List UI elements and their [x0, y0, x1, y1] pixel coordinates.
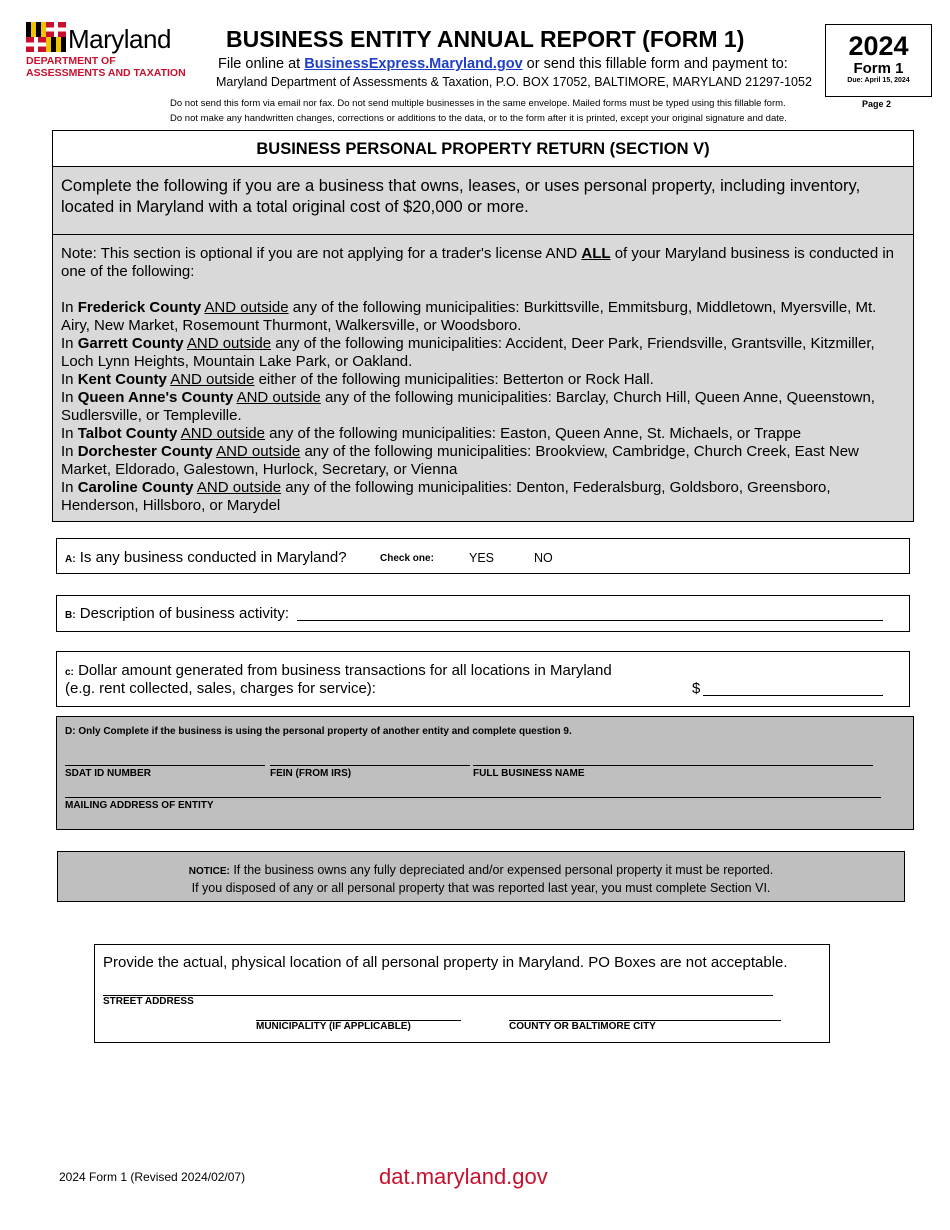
logo-dept-line2: ASSESSMENTS AND TAXATION — [26, 67, 186, 79]
county-name: Garrett County — [77, 335, 184, 352]
question-d-instruction: D: Only Complete if the business is using the personal property of another entity and complete question 9. — [65, 726, 572, 737]
notice-line1: NOTICE: If the business owns any fully depreciated and/or expensed personal property it must be reported. — [188, 863, 774, 877]
mailing-address-field[interactable] — [65, 797, 881, 798]
question-a: A: Is any business conducted in Maryland? — [65, 549, 347, 566]
note-text: Note: This section is optional if you are not applying for a trader's license AND ALL of your Maryland business is conducted in one of the following: — [61, 245, 895, 280]
form-label: Form 1 — [853, 60, 904, 77]
notice-box — [57, 851, 905, 902]
county-item: In Frederick County AND outside any of the following municipalities: Burkittsville, Emmitsburg, Middletown, Myersville, Mt. Airy, New Market, Rosemount Thurmont, Walkersville, or Woodsboro. — [61, 299, 877, 334]
file-online-line — [218, 56, 788, 72]
due-date: Due: April 15, 2024 — [847, 77, 910, 84]
section-v-intro-box — [52, 166, 914, 236]
section-v-intro: Complete the following if you are a business that owns, leases, or uses personal property, including inventory, located in Maryland with a total original cost of $20,000 or more. — [61, 177, 861, 216]
maryland-logo — [26, 22, 196, 82]
logo-dept-line1: DEPARTMENT OF — [26, 55, 116, 67]
municipality-label: MUNICIPALITY (IF APPLICABLE) — [256, 1021, 411, 1032]
file-online-suffix: or send this fillable form and payment to: — [522, 56, 788, 72]
county-item: In Garrett County AND outside any of the following municipalities: Accident, Deer Park, Friendsville, Grantsville, Kitzmiller, Loch Lynn Heights, Mountain Lake Park, or Oakland. — [61, 335, 875, 370]
county-name: Caroline County — [77, 479, 194, 496]
location-instruction: Provide the actual, physical location of all personal property in Maryland. PO Boxes are not acceptable. — [103, 954, 788, 971]
county-label: COUNTY OR BALTIMORE CITY — [509, 1021, 656, 1032]
form-year: 2024 — [848, 31, 909, 61]
mailing-address: Maryland Department of Assessments & Taxation, P.O. BOX 17052, BALTIMORE, MARYLAND 21297-1052 — [216, 75, 812, 89]
county-item: In Caroline County AND outside any of the following municipalities: Denton, Federalsburg, Goldsboro, Greensboro, Henderson, Hillsboro, or Marydel — [61, 479, 831, 514]
no-option[interactable]: NO — [534, 551, 553, 565]
notice-line-1: Do not send this form via email nor fax. Do not send multiple businesses in the same envelope. Mailed forms must be typed using this fillable form. — [170, 98, 786, 109]
section-v-note-box — [52, 234, 914, 522]
location-box — [94, 944, 830, 1043]
full-business-name-label: FULL BUSINESS NAME — [473, 768, 585, 779]
check-one-label: Check one: — [380, 553, 434, 564]
maryland-flag-icon — [26, 22, 66, 52]
county-list — [61, 299, 905, 515]
fein-label: FEIN (FROM IRS) — [270, 768, 352, 779]
note-all: ALL — [581, 245, 611, 262]
county-name: Talbot County — [77, 425, 178, 442]
street-address-label: STREET ADDRESS — [103, 996, 194, 1007]
question-c-box — [56, 651, 910, 707]
sdat-id-label: SDAT ID NUMBER — [65, 768, 151, 779]
page-number: Page 2 — [862, 99, 892, 109]
sdat-id-field[interactable] — [65, 765, 265, 766]
page-title: BUSINESS ENTITY ANNUAL REPORT (FORM 1) — [226, 26, 745, 52]
question-c-line2: (e.g. rent collected, sales, charges for service): — [65, 680, 376, 697]
mailing-address-label: MAILING ADDRESS OF ENTITY — [65, 800, 214, 811]
question-d-box — [56, 716, 914, 830]
county-name: Kent County — [77, 371, 167, 388]
notice-line-2: Do not make any handwritten changes, corrections or additions to the data, or to the form after it is printed, except your original signature and date. — [170, 113, 787, 124]
dollar-sign: $ — [692, 680, 701, 697]
question-a-box — [56, 538, 910, 574]
notice-line2: If you disposed of any or all personal property that was reported last year, you must complete Section VI. — [191, 881, 771, 895]
full-business-name-field[interactable] — [473, 765, 873, 766]
section-v-title-box — [52, 130, 914, 168]
dollar-amount-field[interactable] — [703, 695, 883, 696]
question-b: B: Description of business activity: — [65, 605, 289, 622]
business-express-link[interactable]: BusinessExpress.Maryland.gov — [304, 56, 523, 72]
county-name: Dorchester County — [77, 443, 213, 460]
county-item: In Talbot County AND outside any of the following municipalities: Easton, Queen Anne, St. Michaels, or Trappe — [61, 425, 802, 442]
file-online-prefix: File online at — [218, 56, 305, 72]
street-address-field[interactable] — [103, 995, 773, 996]
question-b-box — [56, 595, 910, 632]
business-activity-field[interactable] — [297, 620, 883, 621]
revision-note: 2024 Form 1 (Revised 2024/02/07) — [59, 1170, 246, 1184]
county-name: Frederick County — [77, 299, 202, 316]
section-v-title: BUSINESS PERSONAL PROPERTY RETURN (SECTION V) — [256, 140, 710, 158]
question-c: c: Dollar amount generated from business transactions for all locations in Maryland — [65, 662, 612, 679]
yes-option[interactable]: YES — [469, 551, 495, 565]
county-item: In Kent County AND outside either of the following municipalities: Betterton or Rock Hall. — [61, 371, 654, 388]
logo-name: Maryland — [68, 24, 171, 54]
county-item: In Dorchester County AND outside any of the following municipalities: Brookview, Cambridge, Church Creek, East New Market, Eldorado, Galestown, Hurlock, Secretary, or Vienna — [61, 443, 859, 478]
form-year-box — [825, 24, 932, 97]
fein-field[interactable] — [270, 765, 470, 766]
county-item: In Queen Anne's County AND outside any of the following municipalities: Barclay, Church Hill, Queen Anne, Queenstown, Sudlersville, or Templeville. — [61, 389, 875, 424]
footer-website[interactable]: dat.maryland.gov — [379, 1164, 548, 1189]
county-name: Queen Anne's County — [77, 389, 234, 406]
